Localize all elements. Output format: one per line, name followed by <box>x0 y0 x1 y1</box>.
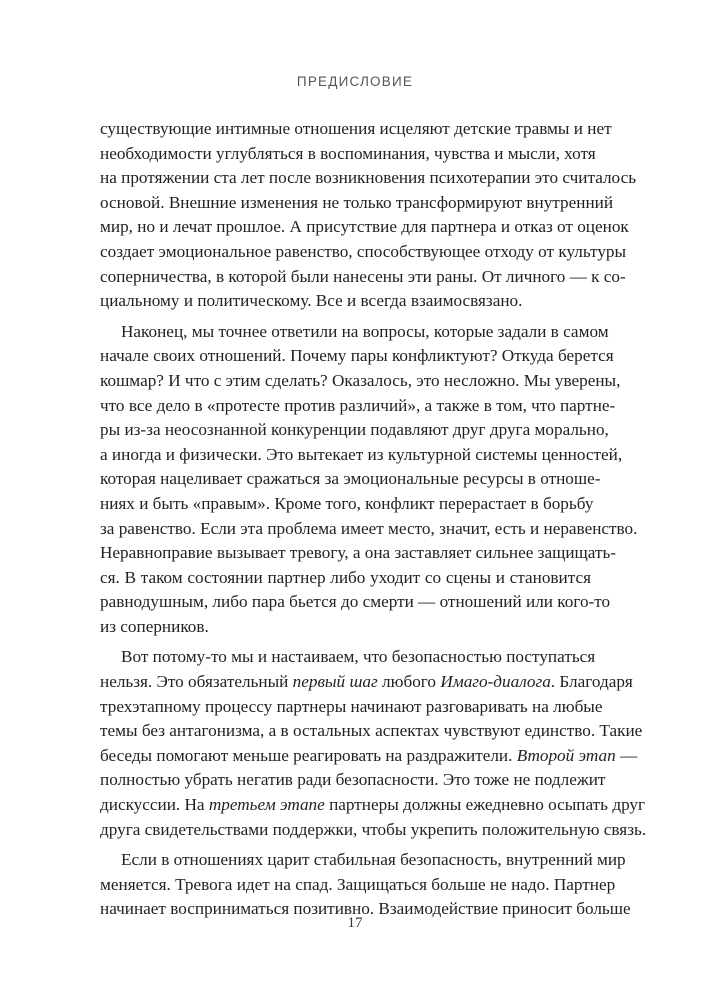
text-line: которая нацеливает сражаться за эмоциональные ресурсы в отноше- <box>100 469 601 489</box>
text-line <box>100 793 646 818</box>
italic-term: первый шаг <box>292 672 378 692</box>
text-line: соперничества, в которой были нанесены эти раны. От личного — к со- <box>100 266 626 286</box>
text-line: циальному и политическому. Все и всегда взаимосвязано. <box>100 291 523 311</box>
text-line: за равенство. Если эта проблема имеет место, значит, есть и неравенство. <box>100 518 638 538</box>
text-line: Если в отношениях царит стабильная безопасность, внутренний мир <box>121 850 626 870</box>
text-run: любого <box>377 672 441 692</box>
text-line: друга свидетельствами поддержки, чтобы укрепить положительную связь. <box>100 819 647 839</box>
text-line: Наконец, мы точнее ответили на вопросы, которые задали в самом <box>121 321 609 341</box>
text-run: — <box>615 745 638 765</box>
text-line: меняется. Тревога идет на спад. Защищаться больше не надо. Партнер <box>100 874 616 894</box>
text-line <box>100 744 638 769</box>
text-line <box>100 670 633 695</box>
text-run: беседы помогают меньше реагировать на раздражители. <box>100 745 517 765</box>
paragraph <box>100 645 647 842</box>
text-line: основой. Внешние изменения не только трансформируют внутренний <box>100 192 614 212</box>
text-line: ся. В таком состоянии партнер либо уходит со сцены и становится <box>100 567 591 587</box>
italic-term: Второй этап <box>516 745 616 765</box>
text-line: из соперников. <box>100 616 209 636</box>
running-head: ПРЕДИСЛОВИЕ <box>296 74 414 89</box>
text-line: начале своих отношений. Почему пары конфликтуют? Откуда берется <box>100 346 614 366</box>
text-line: создает эмоциональное равенство, способствующее отходу от культуры <box>100 241 627 261</box>
paragraph <box>100 848 631 922</box>
paragraph <box>100 320 638 640</box>
text-line: полностью убрать негатив ради безопасности. Это тоже не подлежит <box>100 770 606 790</box>
text-line: ры из-за неосознанной конкуренции подавляют друг друга морально, <box>100 420 609 440</box>
text-line: кошмар? И что с этим сделать? Оказалось, это несложно. Мы уверены, <box>100 370 621 390</box>
text-line: на протяжении ста лет после возникновения психотерапии это считалось <box>100 168 637 188</box>
text-line: Неравноправие вызывает тревогу, а она заставляет сильнее защищать- <box>100 543 617 563</box>
text-run: дискуссии. На <box>100 795 209 815</box>
text-line: мир, но и лечат прошлое. А присутствие для партнера и отказ от оценок <box>100 217 629 237</box>
text-line: начинает восприниматься позитивно. Взаимодействие приносит больше <box>100 899 631 919</box>
body-text <box>100 117 647 928</box>
text-line: Вот потому-то мы и настаиваем, что безопасностью поступаться <box>121 647 596 667</box>
page-number: 17 <box>347 915 363 931</box>
text-line: а иногда и физически. Это вытекает из культурной системы ценностей, <box>100 444 623 464</box>
text-run: партнеры должны ежедневно осыпать друг <box>324 795 646 815</box>
paragraph <box>100 117 637 314</box>
text-run: нельзя. Это обязательный <box>100 672 293 692</box>
text-line: необходимости углубляться в воспоминания, чувства и мысли, хотя <box>100 143 596 163</box>
text-line: темы без антагонизма, а в остальных аспектах чувствуют единство. Такие <box>100 721 643 741</box>
text-line: существующие интимные отношения исцеляют детские травмы и нет <box>100 119 612 138</box>
italic-term: Имаго-диалога <box>440 672 551 692</box>
text-run: . Благодаря <box>550 672 633 692</box>
text-line: трехэтапному процессу партнеры начинают разговаривать на любые <box>100 696 603 716</box>
text-line: равнодушным, либо пара бьется до смерти — отношений или кого-то <box>100 592 611 612</box>
italic-term: третьем этапе <box>208 795 325 815</box>
text-line: что все дело в «протесте против различий», а также в том, что партне- <box>100 395 616 415</box>
text-line: ниях и быть «правым». Кроме того, конфликт перерастает в борьбу <box>100 493 594 513</box>
